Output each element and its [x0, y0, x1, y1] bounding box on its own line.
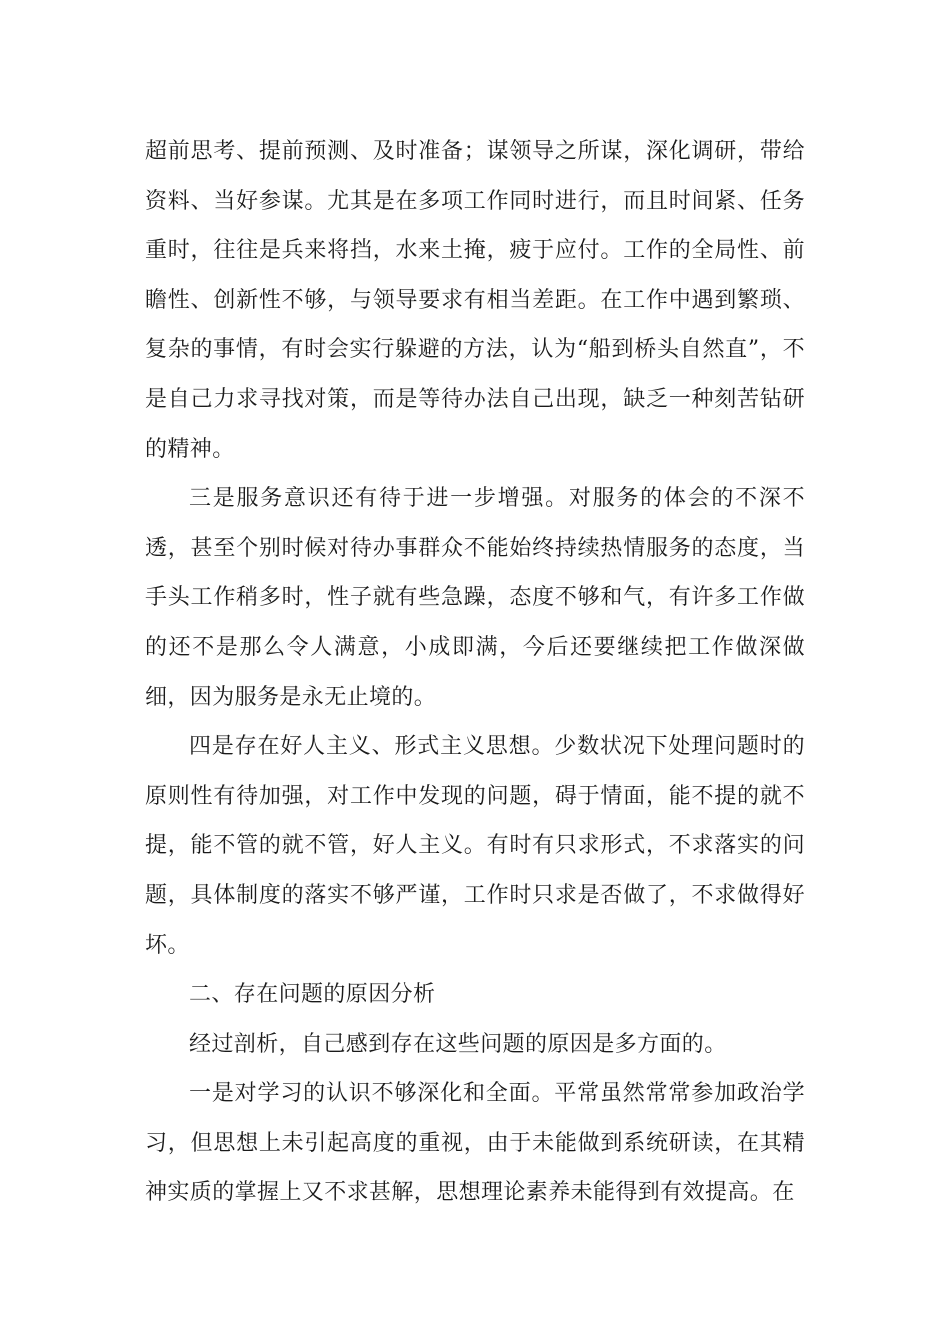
paragraph-5: 一是对学习的认识不够深化和全面。平常虽然常常参加政治学习，但思想上未引起高度的重视，由于未能做到系统研读，在其精神实质的掌握上又不求甚解，思想理论素养未能得到有效提高。在: [145, 1081, 805, 1206]
paragraph-3: 四是存在好人主义、形式主义思想。少数状况下处理问题时的原则性有待加强，对工作中发现的问题，碍于情面，能不提的就不提，能不管的就不管，好人主义。有时有只求形式，不求落实的问题，具体制度的落实不够严谨，工作时只求是否做了，不求做得好坏。: [145, 734, 805, 958]
paragraph-2: 三是服务意识还有待于进一步增强。对服务的体会的不深不透，甚至个别时候对待办事群众不能始终持续热情服务的态度，当手头工作稍多时，性子就有些急躁，态度不够和气，有许多工作做的还不是那么令人满意，小成即满，今后还要继续把工作做深做细，因为服务是永无止境的。: [145, 486, 805, 710]
paragraph-4: 经过剖析，自己感到存在这些问题的原因是多方面的。: [189, 1031, 727, 1057]
paragraph-1: 超前思考、提前预测、及时准备；谋领导之所谋，深化调研，带给资料、当好参谋。尤其是在多项工作同时进行，而且时间紧、任务重时，往往是兵来将挡，水来土掩，疲于应付。工作的全局性、前瞻性、创新性不够，与领导要求有相当差距。在工作中遇到繁琐、复杂的事情，有时会实行躲避的方法，认为“船到桥头自然直”，不是自己力求寻找对策，而是等待办法自己出现，缺乏一种刻苦钻研的精神。: [145, 139, 805, 462]
section-heading: 二、存在问题的原因分析: [189, 982, 436, 1008]
document-body: [145, 127, 805, 1218]
